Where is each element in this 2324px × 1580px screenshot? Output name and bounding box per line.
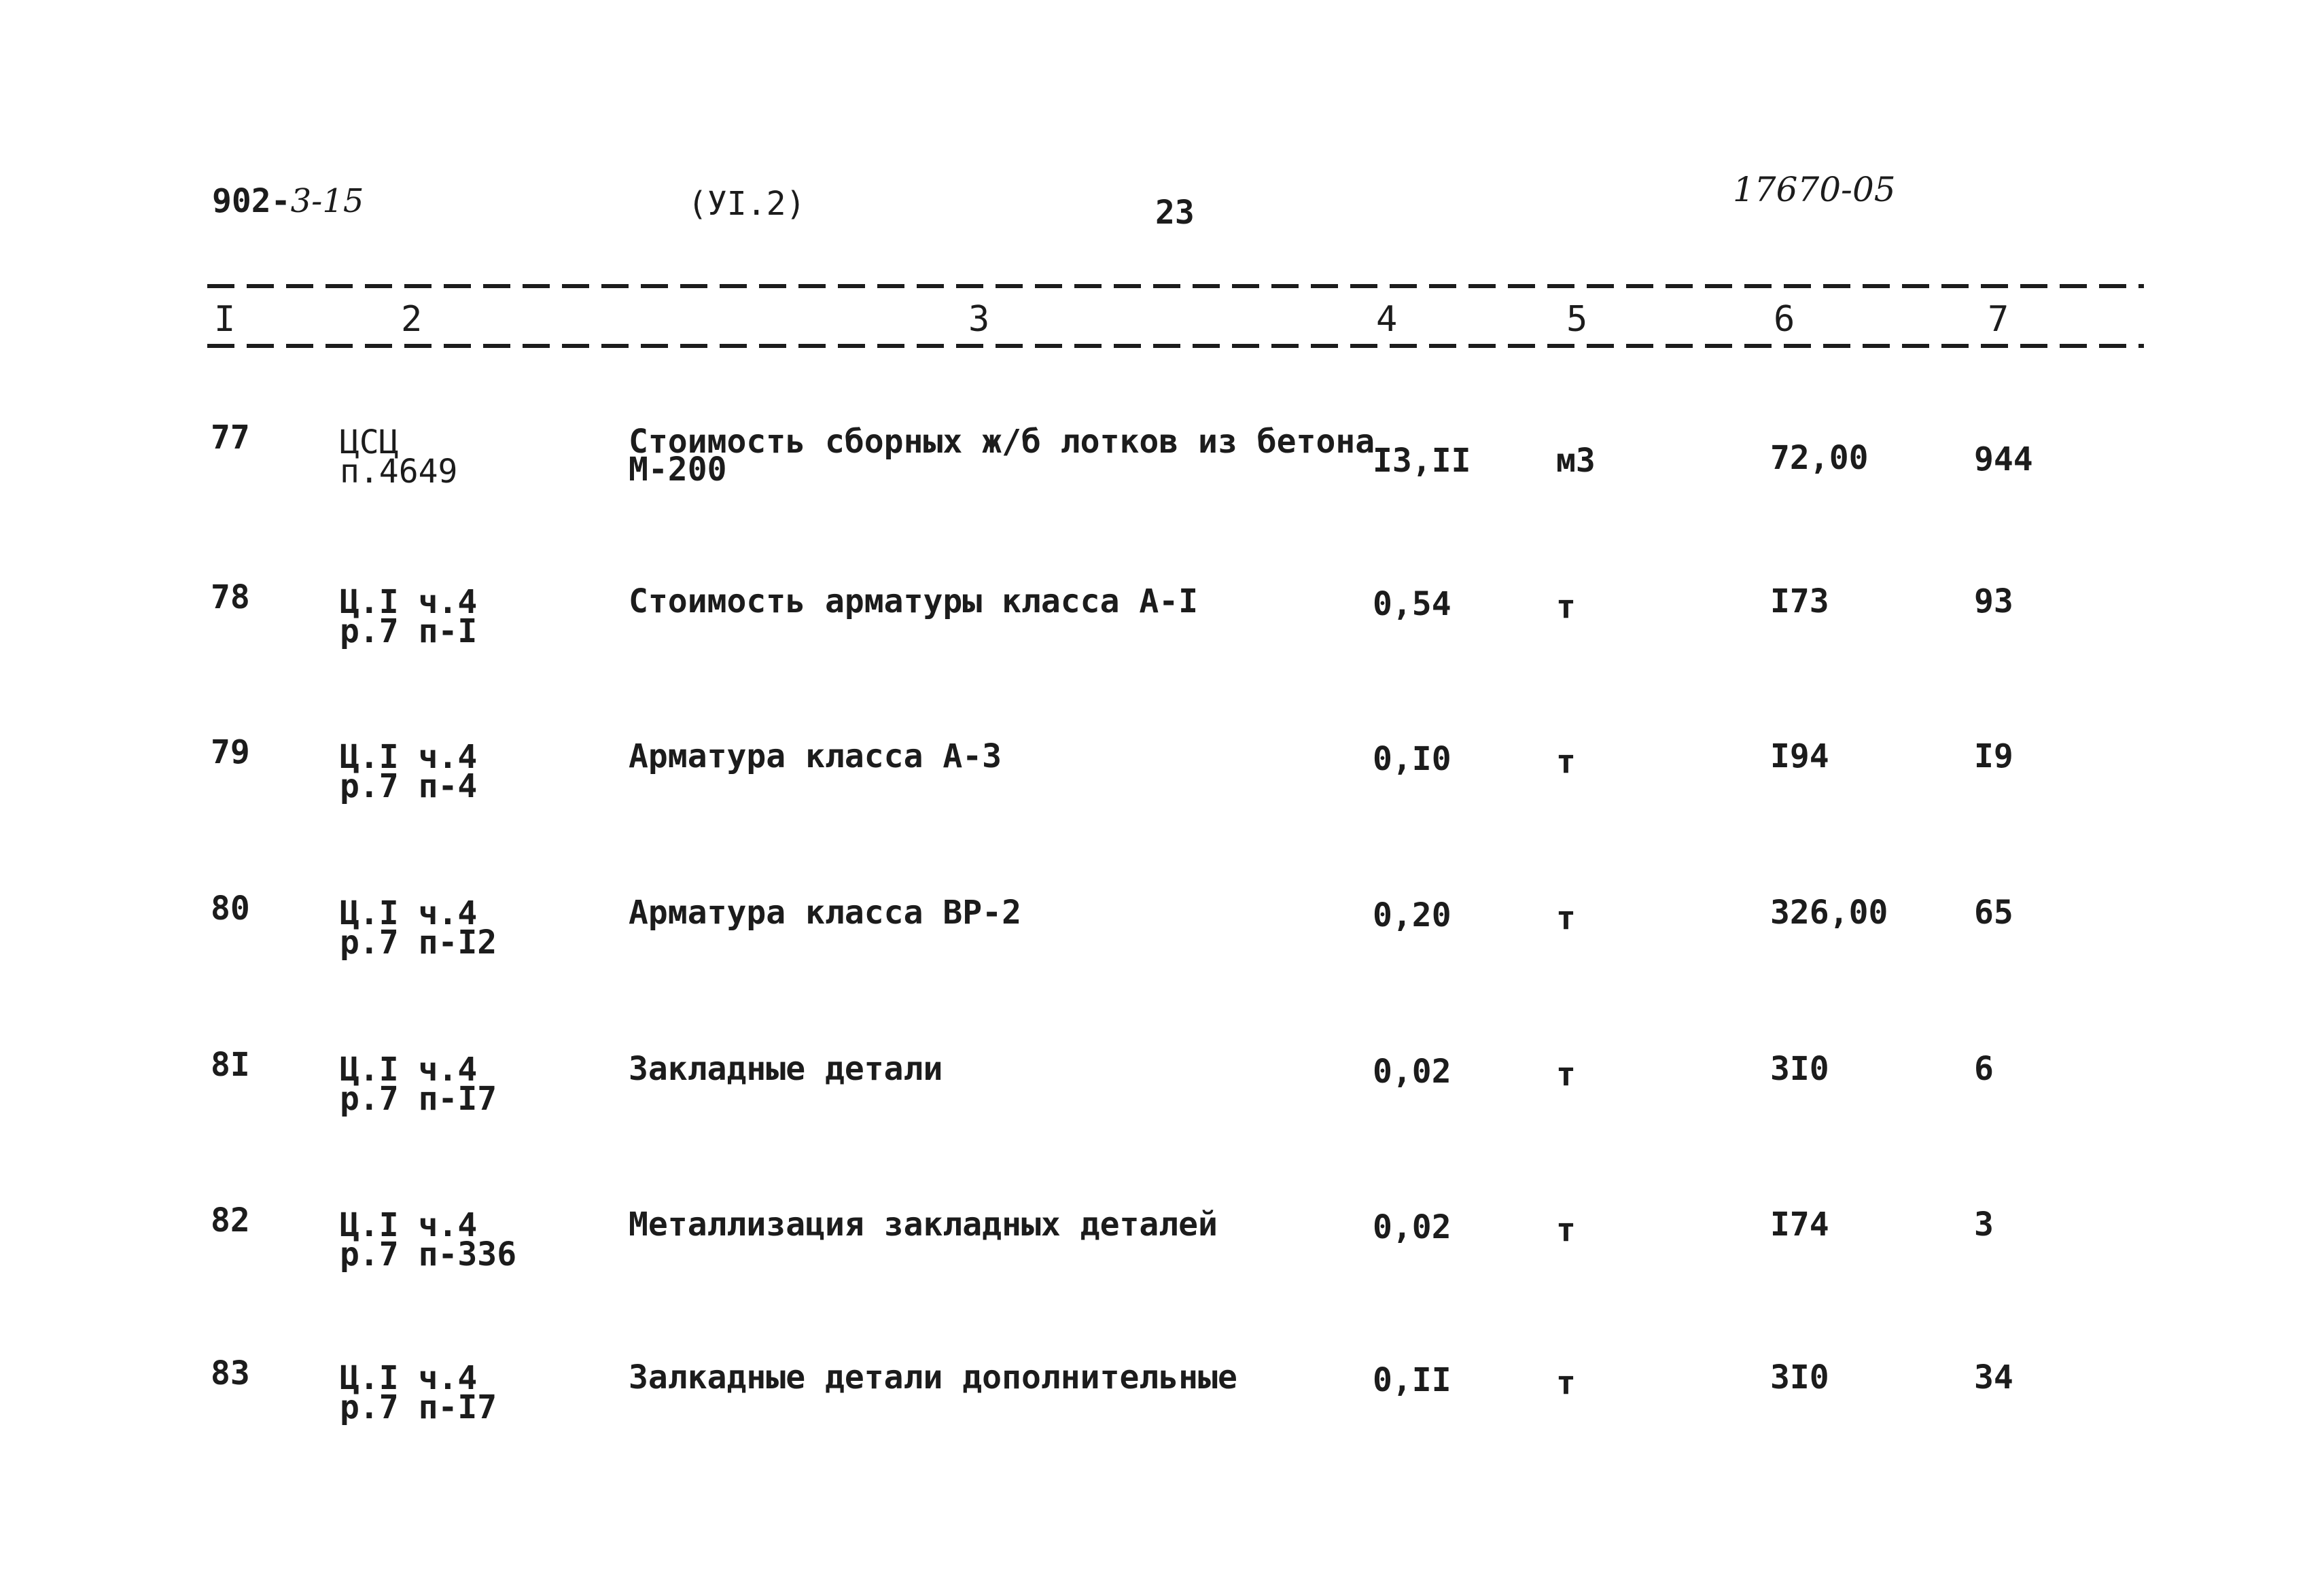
row-unit: т (1556, 588, 1576, 626)
row-reference-line-2: р.7 п-4 (340, 767, 478, 806)
column-header-5: 5 (1566, 299, 1588, 340)
row-price: 3I0 (1770, 1358, 1829, 1397)
row-description-line-1: Стоимость сборных ж/б лотков из бетона (629, 423, 1375, 461)
page-number: 23 (1155, 194, 1195, 232)
row-reference (340, 894, 497, 962)
row-number: 77 (211, 419, 250, 457)
row-reference-line-1: Ц.I ч.4 (340, 1359, 478, 1397)
row-reference-line-2: р.7 п-I7 (340, 1388, 497, 1427)
column-header-3: 3 (968, 299, 990, 340)
row-reference-line-2: р.7 п-336 (340, 1235, 517, 1274)
table-row (0, 733, 2324, 845)
row-description (629, 423, 1375, 489)
row-description (629, 1050, 943, 1088)
row-description-line-1: Закладные детали (629, 1050, 943, 1088)
row-number: 83 (211, 1354, 250, 1392)
row-description-line-2: М-200 (629, 450, 727, 489)
row-reference-line-2: р.7 п-I7 (340, 1080, 497, 1119)
row-price: 72,00 (1770, 439, 1869, 477)
row-description (629, 737, 1002, 775)
row-number: 80 (211, 890, 250, 928)
document-code (212, 182, 364, 220)
row-reference-line-1: Ц.I ч.4 (340, 738, 478, 776)
table-row (0, 1046, 2324, 1157)
row-unit: т (1556, 1211, 1576, 1249)
row-reference-line-1: Ц.I ч.4 (340, 894, 478, 932)
row-quantity: 0,II (1373, 1361, 1451, 1399)
row-description (629, 582, 1199, 620)
row-reference-line-1: Ц.I ч.4 (340, 1051, 478, 1089)
archive-number: 17670-05 (1733, 170, 1896, 209)
row-description (629, 1358, 1237, 1397)
row-reference (340, 738, 478, 806)
row-total: I9 (1974, 737, 2013, 775)
row-reference-line-2: р.7 п-I2 (340, 924, 497, 962)
row-quantity: 0,02 (1373, 1208, 1451, 1246)
header-top-rule (207, 284, 2144, 288)
column-header-2: 2 (401, 299, 423, 340)
table-row (0, 578, 2324, 690)
column-header-6: 6 (1774, 299, 1795, 340)
document-code-print: 902- (212, 182, 291, 220)
table-row (0, 421, 2324, 530)
row-unit: м3 (1556, 442, 1596, 480)
row-quantity: 0,54 (1373, 585, 1451, 623)
row-total: 6 (1974, 1050, 1994, 1088)
row-quantity: 0,20 (1373, 896, 1451, 934)
row-number: 82 (211, 1201, 250, 1240)
row-price: 3I0 (1770, 1050, 1829, 1088)
row-price: I73 (1770, 582, 1829, 620)
row-number: 78 (211, 578, 250, 616)
row-quantity: I3,II (1373, 442, 1471, 480)
row-description-line-1: Стоимость арматуры класса А-I (629, 582, 1199, 620)
table-row (0, 892, 2324, 1001)
row-unit: т (1556, 743, 1576, 781)
row-unit: т (1556, 1364, 1576, 1402)
row-total: 3 (1974, 1206, 1994, 1244)
column-header-7: 7 (1988, 299, 2009, 340)
row-description-line-1: Металлизация закладных деталей (629, 1206, 1218, 1244)
table-row (0, 1201, 2324, 1313)
row-total: 34 (1974, 1358, 2013, 1397)
row-total: 65 (1974, 894, 2013, 932)
row-description-line-1: Арматура класса ВР-2 (629, 894, 1021, 932)
row-reference (340, 583, 478, 651)
row-reference (340, 1051, 497, 1119)
row-reference-line-2: р.7 п-I (340, 612, 478, 651)
row-reference-line-2: п.4649 (340, 453, 458, 491)
row-reference (340, 1359, 497, 1427)
row-number: 79 (211, 733, 250, 771)
row-reference-line-1: Ц.I ч.4 (340, 1206, 478, 1244)
row-price: I74 (1770, 1206, 1829, 1244)
row-quantity: 0,I0 (1373, 740, 1451, 778)
row-unit: т (1556, 899, 1576, 937)
row-reference (340, 423, 458, 491)
row-total: 944 (1974, 440, 2033, 478)
row-description (629, 1206, 1218, 1244)
row-unit: т (1556, 1055, 1576, 1093)
row-number: 8I (211, 1046, 250, 1084)
row-price: 326,00 (1770, 894, 1888, 932)
row-reference-line-1: ЦСЦ (340, 423, 399, 461)
row-quantity: 0,02 (1373, 1053, 1451, 1091)
row-price: I94 (1770, 737, 1829, 775)
document-code-handwritten: 3-15 (290, 182, 364, 220)
header-bottom-rule (207, 344, 2144, 348)
table-row (0, 1354, 2324, 1466)
column-header-1: I (214, 299, 236, 340)
row-description-line-1: Залкадные детали дополнительные (629, 1358, 1237, 1397)
row-reference-line-1: Ц.I ч.4 (340, 583, 478, 621)
section-label: (УI.2) (688, 185, 806, 223)
row-reference (340, 1206, 517, 1274)
column-header-4: 4 (1376, 299, 1398, 340)
row-total: 93 (1974, 582, 2013, 620)
row-description-line-1: Арматура класса А-3 (629, 737, 1002, 775)
row-description (629, 894, 1021, 932)
